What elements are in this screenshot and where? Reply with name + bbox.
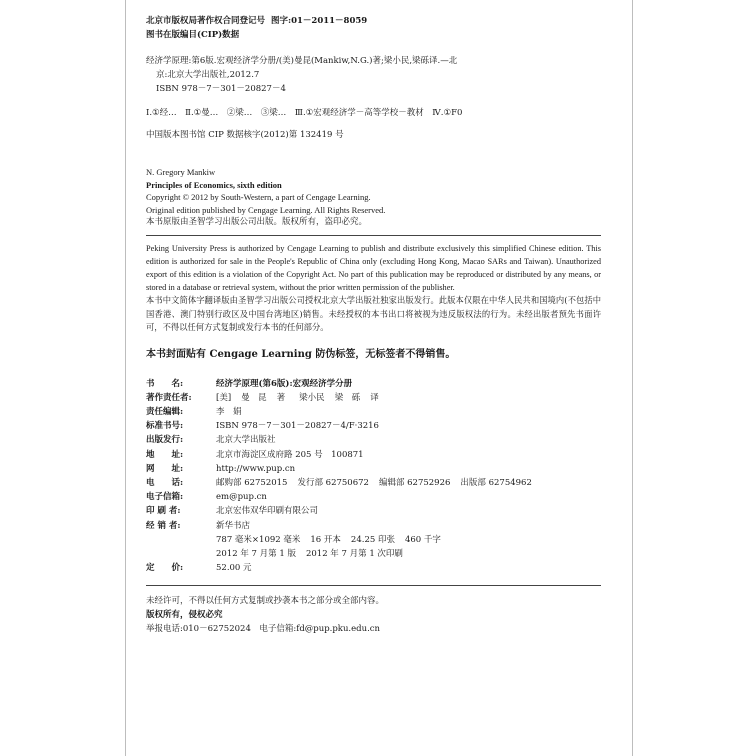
detail-website (146, 462, 601, 476)
original-copyright: Copyright © 2012 by South-Western, a part of Cengage Learning. (146, 192, 371, 202)
format-words: 460 千字 (404, 534, 441, 545)
registration-number: 图字:01－2011－8059 (270, 16, 368, 26)
detail-author (146, 391, 601, 405)
footer-line-3: 举报电话:010－62752024 电子信箱:fd@pup.pku.edu.cn (146, 624, 381, 635)
format-sheets: 24.25 印张 (350, 534, 395, 545)
cip-check-number: 中国版本图书馆 CIP 数据核字(2012)第 132419 号 (146, 130, 344, 140)
book-details (146, 377, 601, 576)
original-published: Original edition published by Cengage Learning. All Rights Reserved. (146, 204, 386, 215)
book-name-label: 书 名: (146, 378, 184, 389)
license-chinese: 本书中文简体字翻译版由圣智学习出版公司授权北京大学出版社独家出版发行。此版本仅限在中华人民共和国境内(不包括中国香港、澳门特别行政区及中国台湾地区)销售。未经授权的本书出口将被视为违反版权法的行为。未经出版者预先书面许可，不得以任何方式复制或发行本书的任何部分。 (146, 295, 601, 332)
footer-line-2: 版权所有，侵权必究 (146, 610, 223, 621)
detail-book-name (146, 377, 601, 391)
original-edition-block (146, 166, 601, 335)
seller-label: 经 销 者: (146, 520, 181, 531)
detail-address (146, 448, 601, 462)
cip-entry-line-2: 京:北京大学出版社,2012.7 (156, 70, 260, 80)
registration-line (146, 14, 601, 28)
format-kai: 16 开本 (310, 534, 341, 545)
divider (146, 235, 601, 236)
footer-block (146, 594, 601, 636)
edition-value: 2012 年 7 月第 1 版 (216, 548, 296, 559)
original-cn-rights: 本书原版由圣智学习出版公司出版。版权所有，盗印必究。 (146, 217, 368, 227)
format-size: 787 毫米×1092 毫米 (216, 534, 301, 545)
page-content (146, 14, 601, 636)
price-label: 定 价: (146, 563, 184, 574)
cip-entry-line-1: 经济学原理:第6版.宏观经济学分册/(美)曼昆(Mankiw,N.G.)著;梁小民,梁砾译.—北 (146, 56, 458, 66)
detail-price (146, 561, 601, 575)
publisher-value: 北京大学出版社 (216, 435, 276, 446)
anti-counterfeit-notice: 本书封面贴有 Cengage Learning 防伪标签，无标签者不得销售。 (146, 348, 456, 360)
website-value: http://www.pup.cn (216, 463, 296, 474)
printer-value: 北京宏伟双华印刷有限公司 (216, 506, 319, 517)
book-name-value: 经济学原理(第6版):宏观经济学分册 (216, 378, 353, 389)
phone-editorial: 编辑部 62752926 (378, 477, 451, 488)
detail-email (146, 490, 601, 504)
translator-role: 译 (370, 392, 379, 403)
original-author: N. Gregory Mankiw (146, 167, 216, 177)
detail-seller (146, 519, 601, 533)
std-number-label: 标准书号: (146, 421, 184, 432)
detail-edition (146, 547, 601, 561)
phone-distribution: 发行部 62750672 (297, 477, 369, 488)
registration-label: 北京市版权局著作权合同登记号 (146, 16, 266, 26)
author-label: 著作责任者: (146, 392, 192, 403)
original-title: Principles of Economics, sixth edition (146, 179, 282, 190)
author-name: 曼 昆 (241, 392, 267, 403)
phone-values (212, 476, 542, 490)
editor-label: 责任编辑: (146, 406, 184, 417)
phone-label: 电 话: (146, 477, 184, 488)
email-value: em@pup.cn (216, 492, 267, 503)
editor-value: 李 娟 (216, 406, 242, 417)
author-role: 著 (276, 392, 286, 403)
phone-mail-order: 邮购部 62752015 (216, 477, 288, 488)
address-label: 地 址: (146, 449, 184, 460)
detail-std-number (146, 419, 601, 433)
cip-isbn: ISBN 978－7－301－20827－4 (156, 84, 286, 94)
price-value: 52.00 元 (216, 563, 252, 574)
author-value (212, 391, 389, 405)
detail-phone (146, 476, 601, 490)
cip-subjects: Ⅰ.①经… Ⅱ.①曼… ②梁… ③梁… Ⅲ.①宏观经济学－高等学校－教材 Ⅳ.①F0 (146, 108, 463, 118)
phone-publishing: 出版部 62754962 (460, 477, 532, 488)
address-value: 北京市海淀区成府路 205 号 100871 (216, 449, 364, 460)
printing-value: 2012 年 7 月第 1 次印刷 (305, 548, 403, 559)
translator-1: 梁小民 (299, 392, 325, 403)
detail-printer (146, 504, 601, 518)
detail-format (146, 533, 601, 547)
seller-value: 新华书店 (216, 520, 251, 531)
cip-heading: 图书在版编目(CIP)数据 (146, 30, 240, 40)
std-number-value: ISBN 978－7－301－20827－4/F·3216 (216, 421, 379, 432)
detail-editor (146, 405, 601, 419)
footer-divider (146, 585, 601, 586)
footer-line-1: 未经许可，不得以任何方式复制或抄袭本书之部分或全部内容。 (146, 596, 385, 607)
website-label: 网 址: (146, 463, 184, 474)
cip-block (146, 14, 601, 142)
publisher-label: 出版发行: (146, 435, 184, 446)
printer-label: 印 刷 者: (146, 506, 181, 517)
author-country: [美] (216, 392, 232, 403)
detail-publisher (146, 433, 601, 447)
license-english: Peking University Press is authorized by Cengage Learning to publish and distribute exclusively this simplified Chinese edition. This edition is authorized for sale in the People's Republic of China only (excluding Hong Kong, Macao SARs and Taiwan). Unauthorized export of this edition is a violation of the Copyright Act. No part of this publication may be reproduced or distributed by any means, or stored in a database or retrieval system, without the prior written permission of the publisher. (146, 244, 601, 292)
email-label: 电子信箱: (146, 492, 184, 503)
translator-2: 梁 砾 (334, 392, 361, 403)
